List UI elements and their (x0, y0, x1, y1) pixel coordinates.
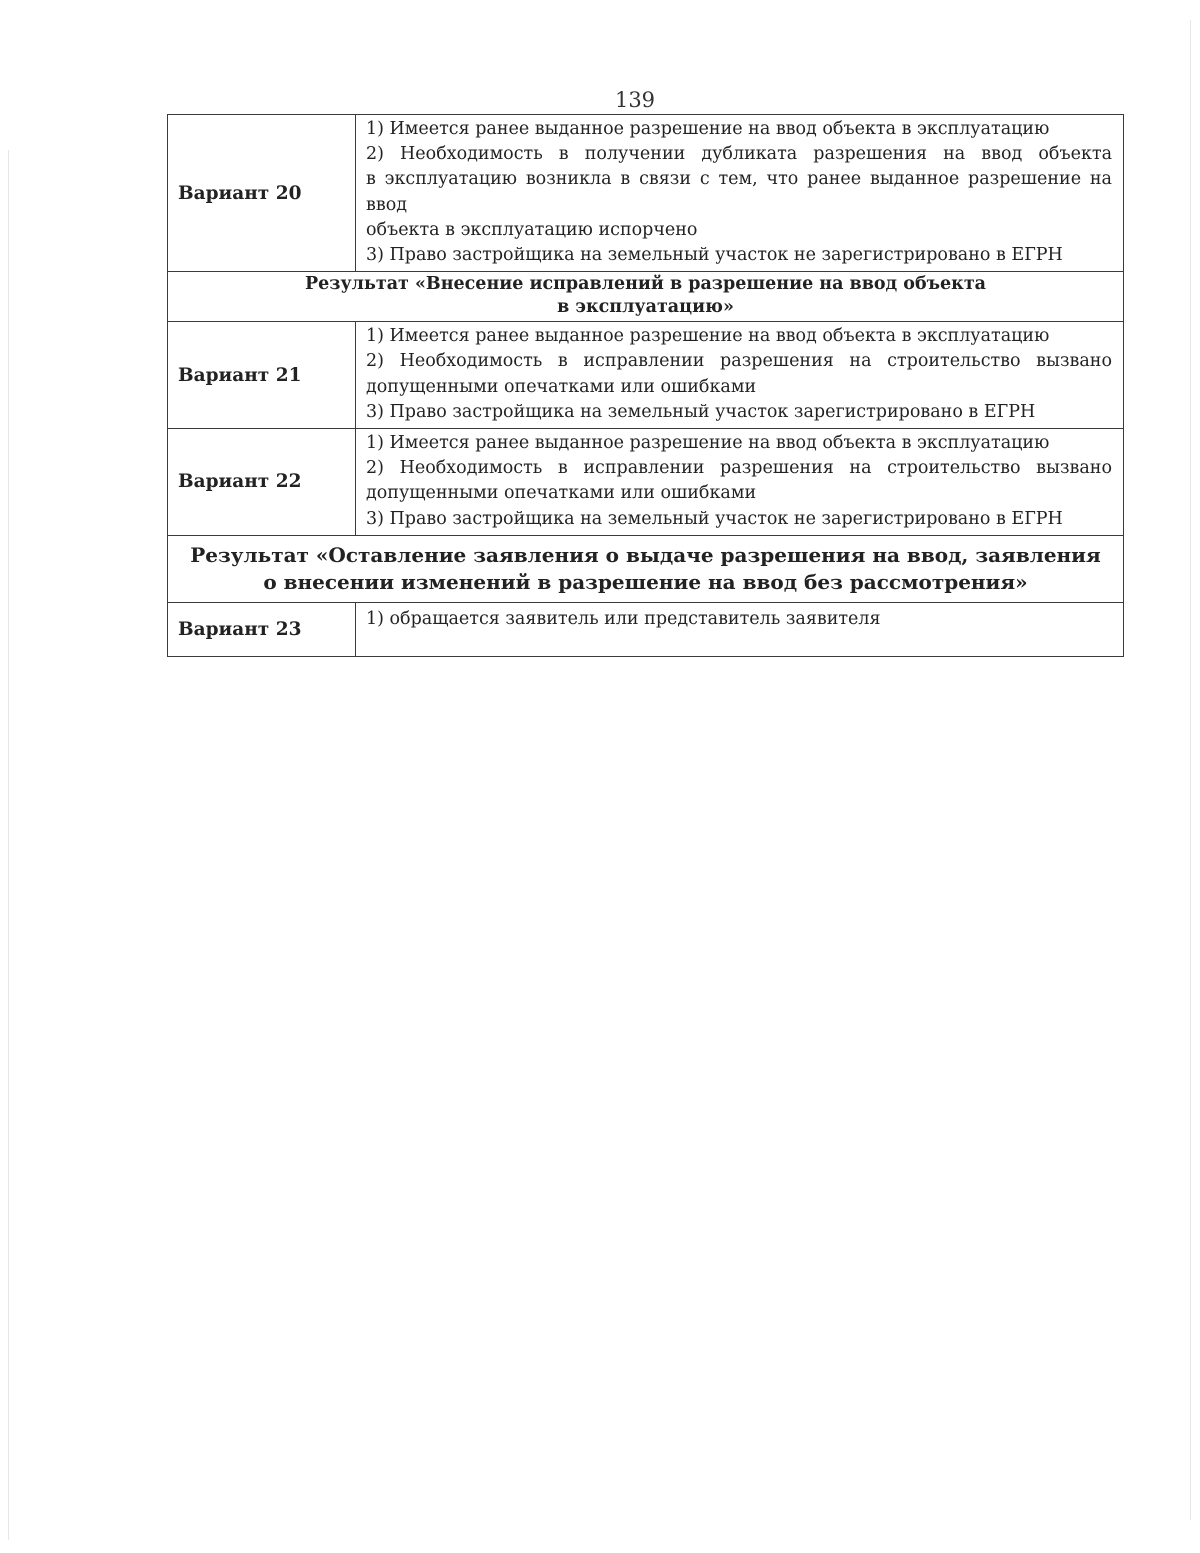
variant-conditions (356, 429, 1124, 536)
condition-line: 2) Необходимость в исправлении разрешения на строительство вызвано (366, 351, 1112, 372)
result-heading (168, 535, 1124, 602)
condition-line: 3) Право застройщика на земельный участок зарегистрировано в ЕГРН (366, 401, 1036, 422)
result-heading-line: Результат «Внесение исправлений в разрешение на ввод объекта (304, 274, 987, 295)
condition-line: 3) Право застройщика на земельный участок не зарегистрировано в ЕГРН (366, 245, 1063, 266)
variant-label: Вариант 20 (168, 115, 356, 272)
variant-conditions (356, 322, 1124, 429)
variant-label: Вариант 23 (168, 602, 356, 656)
condition-line: допущенными опечатками или ошибками (366, 376, 757, 397)
page-number: 139 (614, 88, 656, 112)
condition-line: 1) Имеется ранее выданное разрешение на ввод объекта в эксплуатацию (366, 433, 1050, 454)
table-row-variant-22 (168, 429, 1124, 536)
variant-conditions (356, 602, 1124, 656)
scan-edge-line-left (8, 150, 9, 1540)
scan-edge-line-right (1190, 20, 1191, 1520)
condition-line: 1) Имеется ранее выданное разрешение на ввод объекта в эксплуатацию (366, 326, 1050, 347)
condition-line: в эксплуатацию возникла в связи с тем, что ранее выданное разрешение на ввод (366, 169, 1112, 215)
variants-table (167, 114, 1124, 657)
table-row-variant-23 (168, 602, 1124, 656)
condition-line: 3) Право застройщика на земельный участок не зарегистрировано в ЕГРН (366, 508, 1063, 529)
variant-label: Вариант 22 (168, 429, 356, 536)
table-row-variant-21 (168, 322, 1124, 429)
table-row-variant-20 (168, 115, 1124, 272)
result-heading-line: в эксплуатацию» (557, 297, 734, 318)
condition-line: 1) обращается заявитель или представитель заявителя (366, 608, 881, 629)
result-heading (168, 272, 1124, 322)
variant-label: Вариант 21 (168, 322, 356, 429)
condition-line: 1) Имеется ранее выданное разрешение на ввод объекта в эксплуатацию (366, 119, 1050, 139)
condition-line: допущенными опечатками или ошибками (366, 483, 757, 504)
condition-line: 2) Необходимость в получении дубликата разрешения на ввод объекта (366, 144, 1112, 165)
condition-line: объекта в эксплуатацию испорчено (366, 219, 698, 240)
table-row-result-no-review (168, 535, 1124, 602)
table-row-result-corrections (168, 272, 1124, 322)
variant-conditions (356, 115, 1124, 272)
result-heading-line: о внесении изменений в разрешение на ввод без рассмотрения» (263, 569, 1028, 594)
condition-line: 2) Необходимость в исправлении разрешения на строительство вызвано (366, 458, 1112, 479)
result-heading-line: Результат «Оставление заявления о выдаче разрешения на ввод, заявления (190, 542, 1101, 567)
